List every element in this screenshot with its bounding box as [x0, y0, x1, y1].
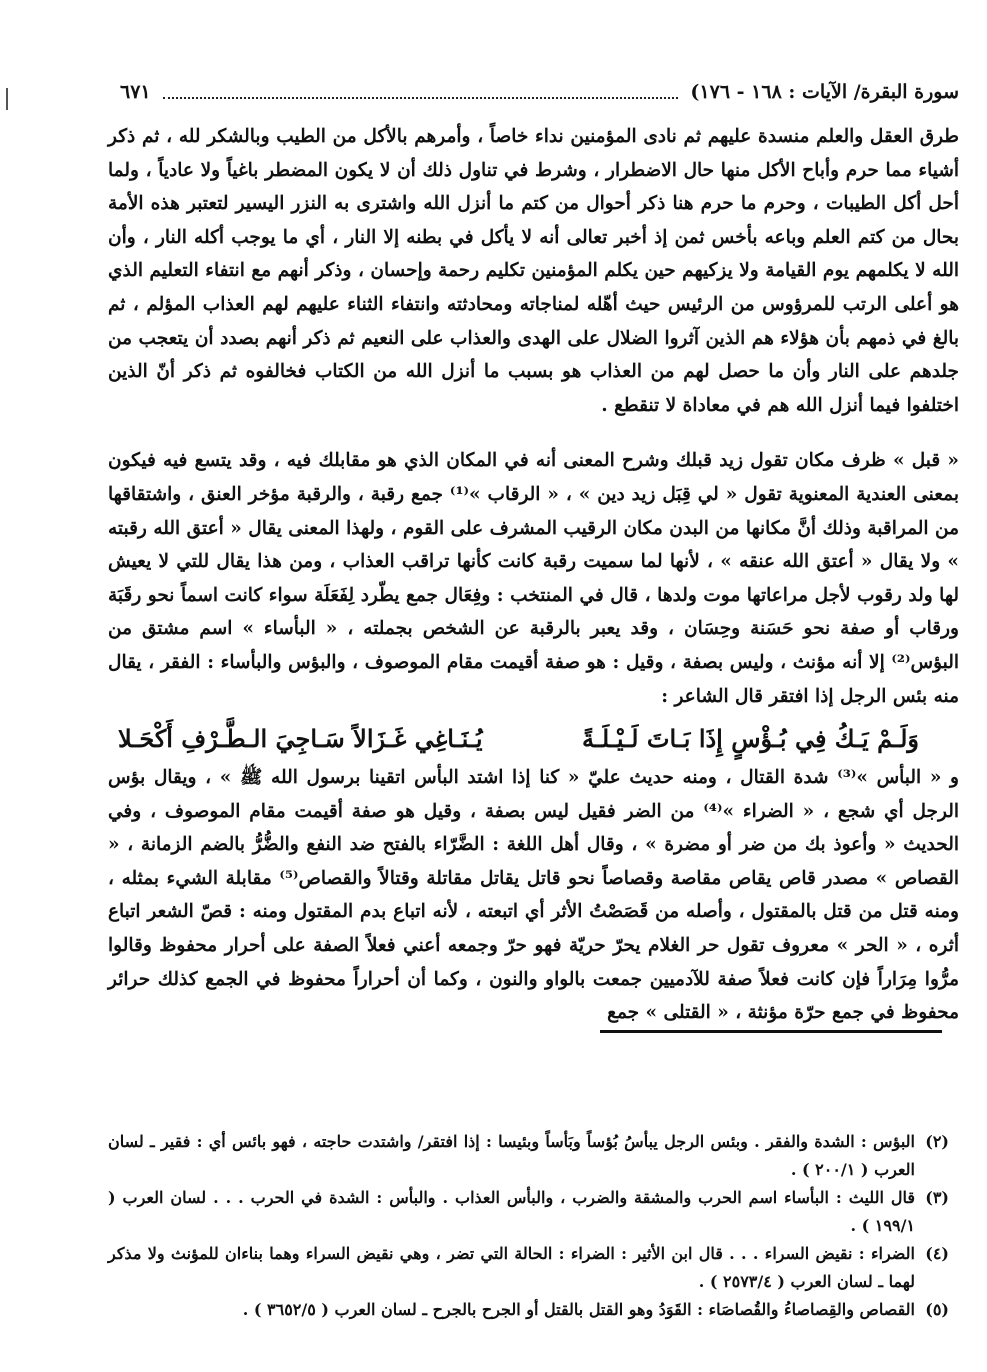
footnote: [108, 1240, 949, 1296]
footnote: [108, 1296, 949, 1324]
footnote-number: (٣): [925, 1188, 949, 1207]
footnote-text: الضراء : نقيض السراء . . . قال ابن الأثير : الضراء : الحالة التي تضر ، وهي نقيض السراء وهما بناءان للمؤنث ولا مذكر لهما ـ لسان العرب ( ٢٥٧٣/٤ ) .: [108, 1244, 915, 1291]
poetry-verse: [108, 721, 959, 757]
running-header: [120, 76, 959, 108]
leader-dots: [163, 85, 679, 99]
margin-mark: [6, 88, 8, 110]
footnote-number: (٤): [925, 1244, 949, 1263]
footnote: [108, 1184, 949, 1240]
paragraph-vocabulary: « قبل » ظرف مكان تقول زيد قبلك وشرح المعنى أنه في المكان الذي هو مقابلك فيه ، وقد يتسع فيه فيكون بمعنى العندية المعنوية تقول « لي قِبَل زيد دين » ، « الرقاب »⁽¹⁾ جمع رقبة ، والرقبة مؤخر العنق ، واشتقاقها من المراقبة وذلك أنَّ مكانها من البدن مكان الرقيب المشرف على القوم ، ولهذا المعنى يقال « أعتق الله رقبته » ولا يقال « أعتق الله عنقه » ، لأنها لما سميت رقبة كانت كأنها تراقب العذاب ، ومن هذا يقال للتي لا يعيش لها ولد رقوب لأجل مراعاتها موت ولدها ، قال في المنتخب : وفِعَال جمع يطّرد لِفَعَلَة سواء كانت اسماً نحو رقَبَة ورقاب أو صفة نحو حَسَنة وحِسَان ، وقد يعبر بالرقبة عن الشخص بجملته ، « البأساء » اسم مشتق من البؤس⁽²⁾ إلا أنه مؤنث ، وليس بصفة ، وقيل : هو صفة أقيمت مقام الموصوف ، والبؤس والبأساء : الفقر ، يقال منه بئس الرجل إذا افتقر قال الشاعر :: [108, 450, 959, 707]
footnote-text: البؤس : الشدة والفقر . وبئس الرجل يبأسُ بُؤساً وبَأساً وبئيسا : إذا افتقر/ واشتدت حاجته ، فهو بائس أي : فقير ـ لسان العرب ( ٢٠٠/١ ) .: [108, 1132, 916, 1179]
footnote-number: (٥): [925, 1300, 949, 1319]
footnote-number: (٢): [925, 1132, 949, 1151]
footnote-text: القصاص والقِصاصاءُ والقُصاصَاء : القَوَدُ وهو القتل بالقتل أو الجرح بالجرح ـ لسان العرب ( ٣٦٥٢/٥ ) .: [242, 1300, 915, 1319]
verse-second-hemistich: يُـنَـاغِي غَـزَالاً سَـاجِيَ الـطَّـرْفِ أَكْحَـلا: [118, 724, 483, 754]
paragraph-summary: طرق العقل والعلم منسدة عليهم ثم نادى المؤمنين نداء خاصاً ، وأمرهم بالأكل من الطيب وبالشكر لله ، ثم ذكر أشياء مما حرم وأباح الأكل منها حال الاضطرار ، وشرط في تناول ذلك أن لا يكون المضطر باغياً ولا عادياً ، ولما أحل أكل الطيبات ، وحرم ما حرم هنا ذكر أحوال من كتم ما أنزل الله واشترى به النزر اليسير لتعتبر هذه الأمة بحال من كتم العلم وباعه بأخس ثمن إذ أخبر تعالى أنه لا يأكل في بطنه إلا النار ، أي ما يوجب أكله النار ، وأن الله لا يكلمهم يوم القيامة ولا يزكيهم حين يكلم المؤمنين تكليم رحمة وإحسان ، وذكر أنهم مع انتفاء التعليم الذي هو أعلى الرتب للمرؤوس من الرئيس حيث أهّله لمناجاته ومحادثته وانتفاء الثناء عليهم لهم العذاب المؤلم ، ثم بالغ في ذمهم بأن هؤلاء هم الذين آثروا الضلال على الهدى والعذاب على النعيم ثم ذكر أنهم بصدد أن يتعجب من جلدهم على النار وأن ما حصل لهم من العذاب هو بسبب ما أنزل الله من الكتاب فخالفوه ثم ذكر أنّ الذين اختلفوا فيما أنزل الله هم في معاداة لا تنقطع .: [108, 126, 959, 416]
page-number: ٦٧١: [120, 81, 151, 103]
footnote: [108, 1128, 949, 1184]
footnote-text: قال الليث : البأساء اسم الحرب والمشقة والضرب ، والبأس العذاب . والبأس : الشدة في الحرب . . . لسان العرب ( ١٩٩/١ ) .: [108, 1188, 915, 1235]
verse-first-hemistich: وَلَـمْ يَـكُ فِي بُـؤْسٍ إِذَا بَـاتَ لَـيْـلَـةً: [582, 724, 919, 754]
paragraph-definitions: و « البأس »⁽³⁾ شدة القتال ، ومنه حديث عليّ « كنا إذا اشتد البأس اتقينا برسول الله ﷺ » ، ويقال بؤس الرجل أي شجع ، « الضراء »⁽⁴⁾ من الضر فقيل ليس بصفة ، وقيل هو صفة أقيمت مقام الموصوف ، وفي الحديث « وأعوذ بك من ضر أو مضرة » ، وقال أهل اللغة : الضَّرّاء بالفتح ضد النفع والضُّرُّ بالضم الزمانة ، « القصاص » مصدر قاص يقاص مقاصة وقصاصاً نحو قاتل يقاتل مقاتلة وقتالاً والقصاص⁽⁵⁾ مقابلة الشيء بمثله ، ومنه قتل من قتل بالمقتول ، وأصله من قَصَصْتُ الأثر أي اتبعته ، لأنه اتباع بدم المقتول ومنه : قصّ الشعر اتباع أثره ، « الحر » معروف تقول حر الغلام يحرّ حريّة فهو حرّ وجمعه أعني فعلاً الصفة على أحرار محفوظ وقالوا مرُّوا مِرَاراً فإن كانت فعلاً صفة للآدميين جمعت بالواو والنون ، وكما أن أحراراً محفوظ في الجمع كذلك حرائر محفوظ في جمع حرّة مؤنثة ، « القتلى » جمع: [108, 767, 959, 1024]
surah-title: سورة البقرة/ الآيات : ١٦٨ - ١٧٦): [690, 81, 959, 103]
footnotes: [108, 1128, 949, 1324]
main-text: [108, 120, 959, 1030]
footnote-separator: [600, 1030, 942, 1033]
